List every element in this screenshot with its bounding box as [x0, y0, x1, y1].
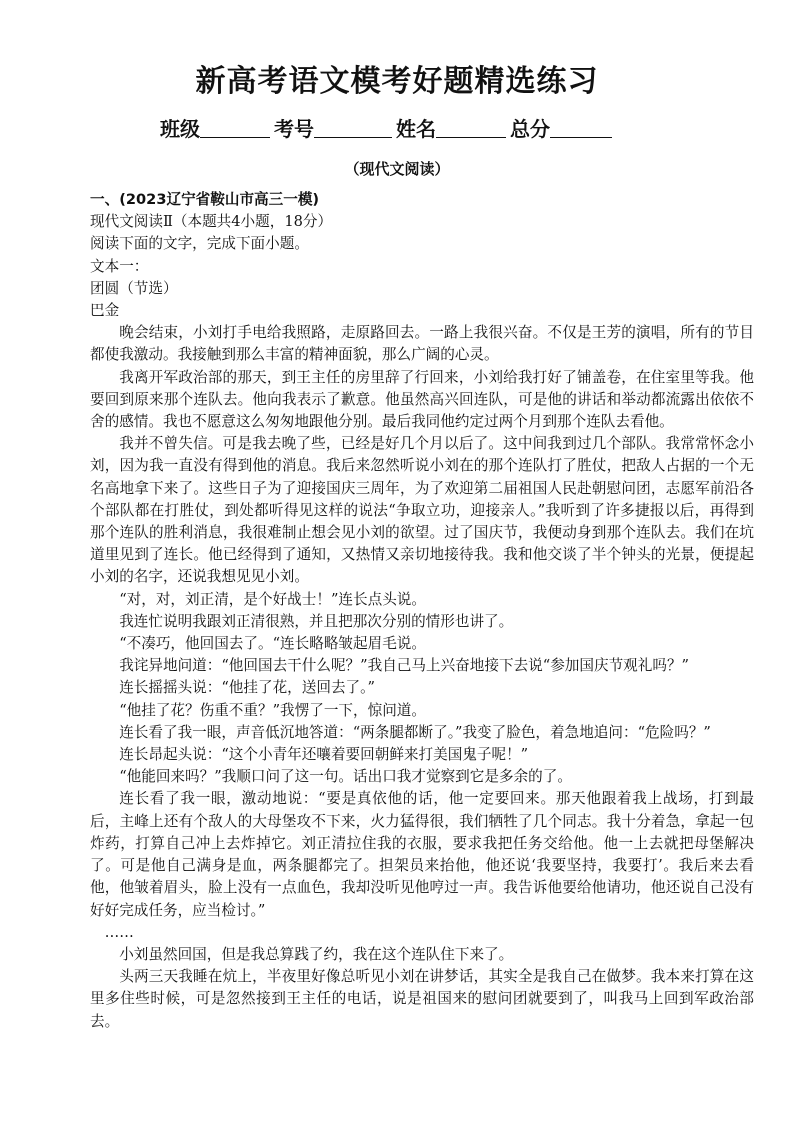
paragraph: “他挂了花？伤重不重？”我愣了一下，惊问道。 — [119, 701, 426, 719]
ellipsis-break: …… — [104, 923, 134, 941]
total-score-blank[interactable] — [550, 117, 612, 138]
name-blank[interactable] — [436, 117, 506, 138]
paragraph: “他能回来吗？”我顺口问了这一句。话出口我才觉察到它是多余的了。 — [119, 768, 572, 786]
class-blank[interactable] — [200, 117, 270, 138]
paragraph: 连长摇摇头说：“他挂了花，送回去了。” — [119, 679, 375, 697]
text-label: 文本一： — [90, 257, 149, 275]
question-heading: 一、(2023辽宁省鞍山市高三一模) — [90, 191, 320, 208]
paragraph: 小刘虽然回国，但是我总算践了约，我在这个连队住下来了。 — [119, 945, 514, 963]
section-type: （现代文阅读） — [344, 160, 450, 178]
paragraph: 头两三天我睡在炕上，半夜里好像总听见小刘在讲梦话，其实全是我自己在做梦。我本来打算在这里多住些时候，可是忽然接到王主任的电话，说是祖国来的慰问团就要到了，叫我马上回到军政治部去。 — [90, 968, 754, 1030]
question-intro: 现代文阅读Ⅱ（本题共4小题，18分） — [90, 213, 333, 231]
page-title: 新高考语文模考好题精选练习 — [195, 64, 599, 99]
paragraph: “不凑巧，他回国去了。“连长略略皱起眉毛说。 — [119, 635, 426, 653]
question-instruction: 阅读下面的文字，完成下面小题。 — [90, 235, 309, 253]
article-author: 巴金 — [90, 302, 120, 320]
paragraph: 我并不曾失信。可是我去晚了些，已经是好几个月以后了。这中间我到过几个部队。我常常怀念小刘，因为我一直没有得到他的消息。我后来忽然听说小刘在的那个连队打了胜仗，把敌人占据的一个无名高地拿下来了。这些日子为了迎接国庆三周年，为了欢迎第二届祖国人民赴朝慰问团，志愿军前沿各个部队都在打胜仗，到处都听得见这样的说法“争取立功，迎接亲人。”我听到了许多捷报以后，再得到那个连队的胜利消息，我很难制止想会见小刘的欲望。过了国庆节，我便动身到那个连队去。我们在坑道里见到了连长。他已经得到了通知，又热情又亲切地接待我。我和他交谈了半个钟头的光景，便提起小刘的名字，还说我想见见小刘。 — [90, 435, 754, 586]
question-body — [90, 189, 754, 1033]
student-info-line — [160, 116, 660, 142]
paragraph: 连长看了我一眼，激动地说：“要是真依他的话，他一定要回来。那天他跟着我上战场，打到最后，主峰上还有个敌人的大母堡攻不下来，火力猛得很，我们牺牲了几个同志。我十分着急，拿起一包炸药，打算自己冲上去炸掉它。刘正清拉住我的衣服，要求我把任务交给他。他一上去就把母堡解决了。可是他自己满身是血，两条腿都完了。担架员来抬他，他还说‘我要坚持，我要打’。我后来去看他，他皱着眉头，脸上没有一点血色，我却没听见他哼过一声。我告诉他要给他请功，他还说自己没有好好完成任务，应当检讨。” — [90, 790, 754, 919]
paragraph: 连长看了我一眼，声音低沉地答道：“两条腿都断了。”我变了脸色，着急地追问：“危险吗？” — [119, 723, 711, 741]
class-label: 班级 — [160, 117, 200, 141]
paragraph: 我离开军政治部的那天，到王主任的房里辞了行回来，小刘给我打好了铺盖卷，在住室里等我。他要回到原来那个连队去。他向我表示了歉意。他虽然高兴回连队，可是他的讲话和举动都流露出依依不舍的感情。我也不愿意这么匆匆地跟他分别。最后我同他约定过两个月到那个连队去看他。 — [90, 368, 754, 431]
paragraph: 连长昂起头说：“这个小青年还嚷着要回朝鲜来打美国鬼子呢！” — [119, 746, 529, 764]
paragraph: “对，对，刘正清，是个好战士！”连长点头说。 — [119, 590, 426, 608]
paragraph: 晚会结束，小刘打手电给我照路，走原路回去。一路上我很兴奋。不仅是王芳的演唱，所有的节目都使我激动。我接触到那么丰富的精神面貌，那么广阔的心灵。 — [90, 324, 754, 364]
name-label: 姓名 — [396, 117, 436, 141]
exam-number-label: 考号 — [274, 117, 314, 141]
article-title: 团圆（节选） — [90, 279, 178, 297]
total-score-label: 总分 — [510, 117, 550, 141]
paragraph: 我连忙说明我跟刘正清很熟，并且把那次分别的情形也讲了。 — [119, 612, 514, 630]
exam-number-blank[interactable] — [314, 117, 392, 138]
paragraph: 我诧异地问道：“他回国去干什么呢？”我自己马上兴奋地接下去说“参加国庆节观礼吗？” — [119, 657, 690, 675]
